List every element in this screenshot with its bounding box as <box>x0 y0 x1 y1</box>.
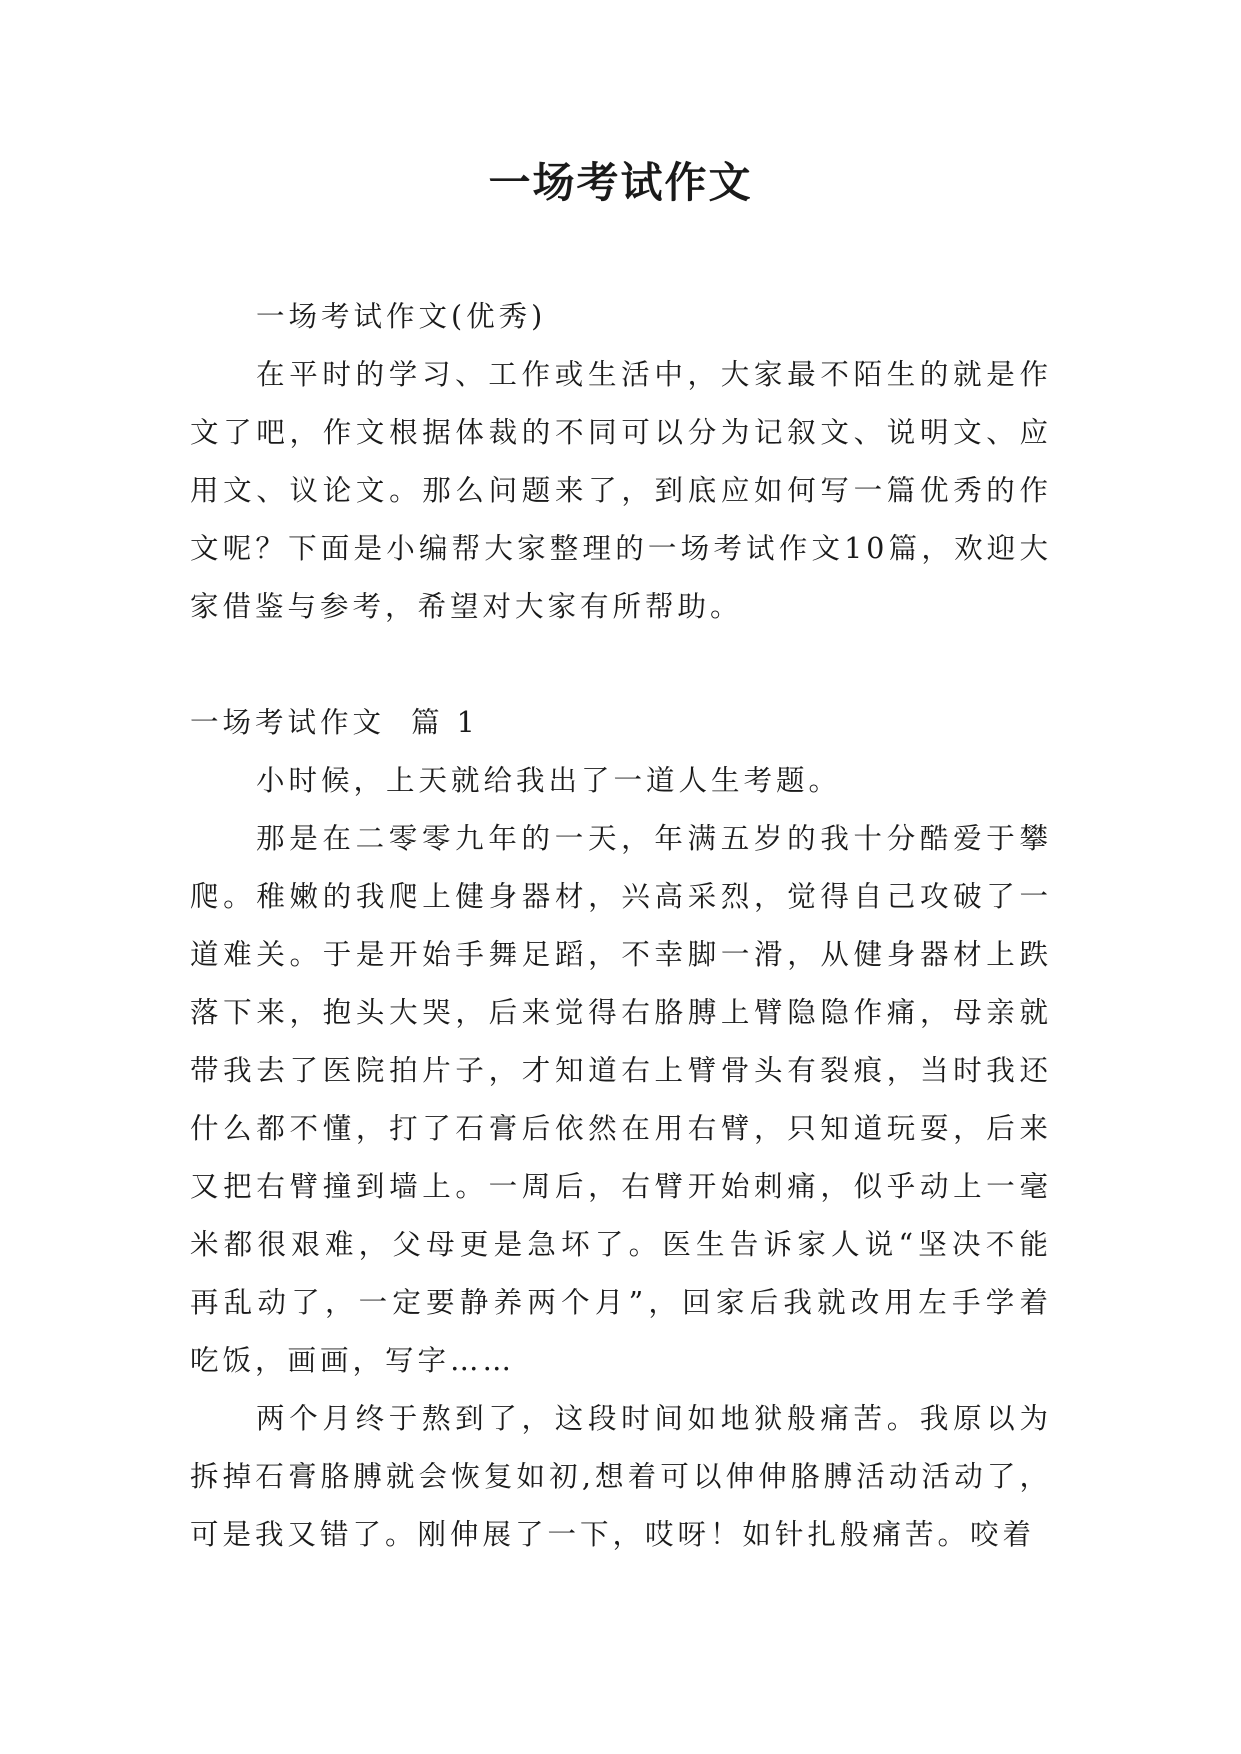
body-paragraph: 两个月终于熬到了，这段时间如地狱般痛苦。我原以为拆掉石膏胳膊就会恢复如初,想着可以伸伸胳膊活动活动了，可是我又错了。刚伸展了一下，哎呀！如针扎般痛苦。咬着 <box>190 1402 1052 1551</box>
intro-paragraph: 在平时的学习、工作或生活中，大家最不陌生的就是作文了吧，作文根据体裁的不同可以分为记叙文、说明文、应用文、议论文。那么问题来了，到底应如何写一篇优秀的作文呢？下面是小编帮大家整理的一场考试作文10篇，欢迎大家借鉴与参考，希望对大家有所帮助。 <box>190 358 1052 623</box>
body-paragraph: 小时候，上天就给我出了一道人生考题。 <box>256 764 842 797</box>
section-spacer <box>190 636 1052 694</box>
section-heading: 一场考试作文 篇 1 <box>190 706 479 739</box>
body-paragraph: 那是在二零零九年的一天，年满五岁的我十分酷爱于攀爬。稚嫩的我爬上健身器材，兴高采烈，觉得自己攻破了一道难关。于是开始手舞足蹈，不幸脚一滑，从健身器材上跌落下来，抱头大哭，后来觉得右胳膊上臂隐隐作痛，母亲就带我去了医院拍片子，才知道右上臂骨头有裂痕，当时我还什么都不懂，打了石膏后依然在用右臂，只知道玩耍，后来又把右臂撞到墙上。一周后，右臂开始刺痛，似乎动上一毫米都很艰难，父母更是急坏了。医生告诉家人说“坚决不能再乱动了，一定要静养两个月”，回家后我就改用左手学着吃饭，画画，写字…… <box>190 822 1052 1377</box>
document-body <box>190 288 1052 1564</box>
document-subtitle: 一场考试作文(优秀) <box>256 300 547 333</box>
document-title: 一场考试作文 <box>488 158 753 207</box>
